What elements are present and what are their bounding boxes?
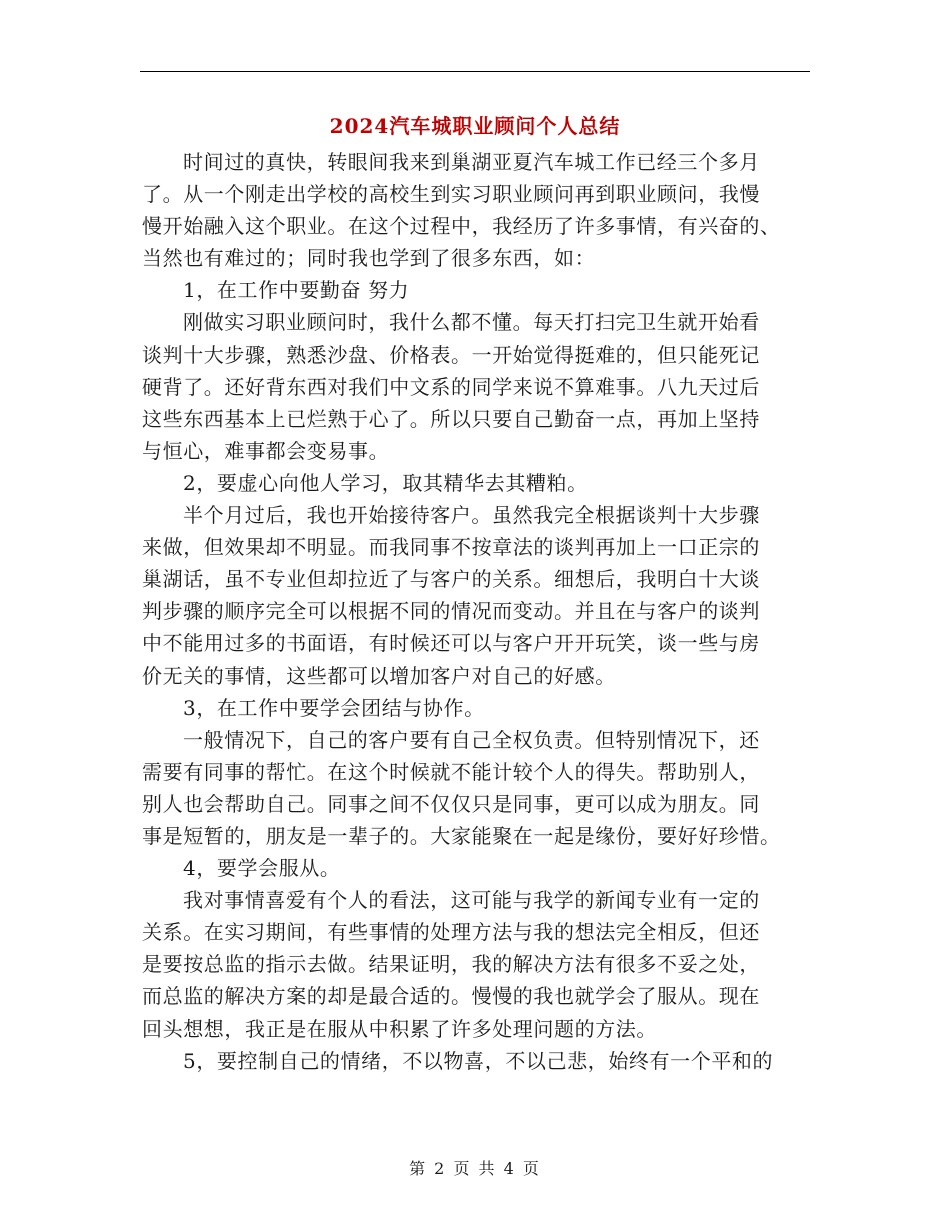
text-line: 别人也会帮助自己。同事之间不仅仅只是同事，更可以成为朋友。同: [142, 791, 760, 816]
text-line: 判步骤的顺序完全可以根据不同的情况而变动。并且在与客户的谈判: [142, 599, 760, 624]
text-line: 我对事情喜爱有个人的看法，这可能与我学的新闻专业有一定的: [183, 888, 760, 913]
text-line: 3，在工作中要学会团结与协作。: [183, 695, 485, 720]
page-number: 第 2 页 共 4 页: [409, 1159, 541, 1178]
text-line: 回头想想，我正是在服从中积累了许多处理问题的方法。: [142, 1016, 657, 1041]
text-line: 慢开始融入这个职业。在这个过程中，我经历了许多事情，有兴奋的、: [142, 214, 781, 239]
document-title: 2024汽车城职业顾问个人总结: [329, 114, 621, 138]
text-line: 5，要控制自己的情绪，不以物喜，不以己悲，始终有一个平和的: [183, 1048, 774, 1073]
text-line: 刚做实习职业顾问时，我什么都不懂。每天打扫完卫生就开始看: [183, 310, 760, 335]
document-body: [142, 146, 810, 1077]
text-line: 巢湖话，虽不专业但却拉近了与客户的关系。细想后，我明白十大谈: [142, 567, 760, 592]
text-line: 而总监的解决方案的却是最合适的。慢慢的我也就学会了服从。现在: [142, 984, 760, 1009]
text-line: 关系。在实习期间，有些事情的处理方法与我的想法完全相反，但还: [142, 920, 760, 945]
text-line: 来做，但效果却不明显。而我同事不按章法的谈判再加上一口正宗的: [142, 535, 760, 560]
text-line: 谈判十大步骤，熟悉沙盘、价格表。一开始觉得挺难的，但只能死记: [142, 342, 760, 367]
text-line: 与恒心，难事都会变易事。: [142, 438, 390, 463]
text-line: 一般情况下，自己的客户要有自己全权负责。但特别情况下，还: [183, 727, 760, 752]
text-line: 半个月过后，我也开始接待客户。虽然我完全根据谈判十大步骤: [183, 503, 760, 528]
text-line: 价无关的事情，这些都可以增加客户对自己的好感。: [142, 663, 616, 688]
text-line: 了。从一个刚走出学校的高校生到实习职业顾问再到职业顾问，我慢: [142, 182, 760, 207]
text-line: 2，要虚心向他人学习，取其精华去其糟粕。: [183, 470, 588, 495]
text-line: 事是短暂的，朋友是一辈子的。大家能聚在一起是缘份，要好好珍惜。: [142, 823, 781, 848]
header-rule: [140, 71, 810, 72]
text-line: 需要有同事的帮忙。在这个时候就不能计较个人的得失。帮助别人，: [142, 759, 760, 784]
text-line: 1，在工作中要勤奋 努力: [183, 278, 410, 303]
text-line: 硬背了。还好背东西对我们中文系的同学来说不算难事。八九天过后: [142, 374, 760, 399]
text-line: 是要按总监的指示去做。结果证明，我的解决方法有很多不妥之处，: [142, 952, 760, 977]
text-line: 4，要学会服从。: [183, 856, 341, 881]
text-line: 这些东西基本上已烂熟于心了。所以只要自己勤奋一点，再加上坚持: [142, 406, 760, 431]
text-line: 中不能用过多的书面语，有时候还可以与客户开开玩笑，谈一些与房: [142, 631, 760, 656]
text-line: 时间过的真快，转眼间我来到巢湖亚夏汽车城工作已经三个多月: [183, 150, 760, 174]
text-line: 当然也有难过的；同时我也学到了很多东西，如：: [142, 246, 596, 271]
